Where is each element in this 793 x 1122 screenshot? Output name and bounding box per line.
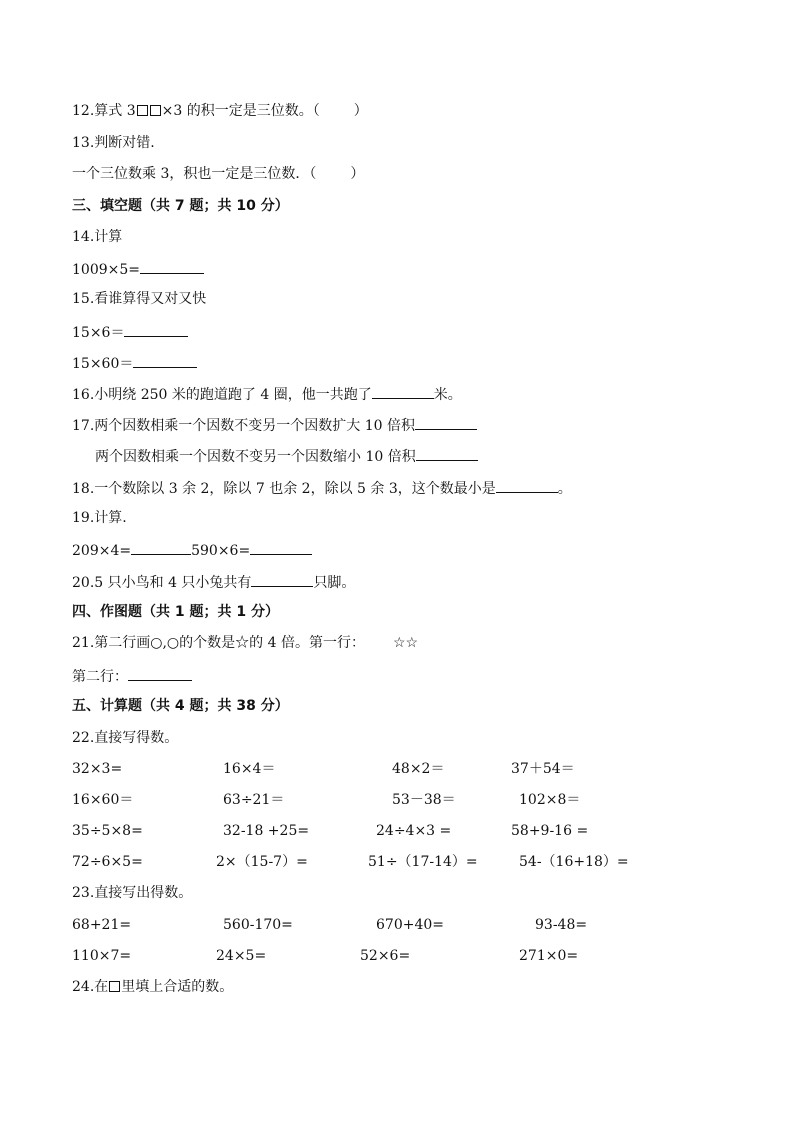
- q24-suffix: 里填上合适的数。: [121, 979, 234, 995]
- question-15-title: 15.看谁算得又对又快: [72, 291, 207, 307]
- question-15-a: [72, 322, 188, 342]
- box-icon: [150, 105, 161, 116]
- question-21-line2: [72, 666, 192, 686]
- answer-blank[interactable]: [372, 384, 434, 399]
- q23-item: 670+40=: [376, 917, 444, 933]
- q18-end: 。: [557, 481, 572, 497]
- section-5-heading: 五、计算题（共 4 题；共 38 分）: [72, 698, 289, 714]
- question-12: [72, 102, 368, 120]
- box-icon: [137, 105, 148, 116]
- q22-item: 35÷5×8=: [72, 823, 143, 839]
- q12-suffix: ×3 的积一定是三位数。（: [161, 103, 320, 119]
- q22-item: 16×4＝: [223, 761, 276, 777]
- q23-item: 110×7=: [72, 948, 132, 964]
- q23-item: 68+21=: [72, 917, 132, 933]
- q13-close: ）: [350, 166, 365, 182]
- q12-prefix: 12.算式 3: [72, 103, 136, 119]
- question-13-title: 13.判断对错.: [72, 135, 155, 151]
- section-4-heading: 四、作图题（共 1 题；共 1 分）: [72, 604, 279, 620]
- question-16: [72, 384, 462, 404]
- answer-blank[interactable]: [416, 446, 478, 461]
- q19-expr1: 209×4=: [72, 543, 132, 559]
- q15-expr1: 15×6＝: [72, 325, 125, 341]
- q23-item: 52×6=: [360, 948, 411, 964]
- question-14-title: 14.计算: [72, 229, 123, 245]
- question-20: [72, 572, 355, 592]
- answer-blank[interactable]: [133, 353, 197, 368]
- q18-text: 18.一个数除以 3 余 2，除以 7 也余 2，除以 5 余 3，这个数最小是: [72, 481, 496, 497]
- question-17-b: [95, 446, 478, 466]
- answer-blank[interactable]: [250, 540, 312, 555]
- q12-close: ）: [353, 103, 368, 119]
- answer-blank[interactable]: [496, 478, 558, 493]
- q22-item: 16×60＝: [72, 792, 134, 808]
- q16-text: 16.小明绕 250 米的跑道跑了 4 圈，他一共跑了: [72, 387, 372, 403]
- q17-line1: 17.两个因数相乘一个因数不变另一个因数扩大 10 倍积: [72, 418, 415, 434]
- answer-blank[interactable]: [128, 666, 192, 681]
- question-17-a: [72, 415, 477, 435]
- question-14: [72, 259, 204, 279]
- box-icon: [109, 981, 120, 992]
- q21-line2: 第二行：: [72, 669, 128, 685]
- q22-item: 32-18 +25=: [223, 823, 310, 839]
- q23-item: 560-170=: [223, 917, 293, 933]
- q22-item: 72÷6×5=: [72, 854, 143, 870]
- question-15-b: [72, 353, 197, 373]
- q17-line2: 两个因数相乘一个因数不变另一个因数缩小 10 倍积: [95, 449, 416, 465]
- q23-item: 271×0=: [519, 948, 579, 964]
- q20-text: 20.5 只小鸟和 4 只小兔共有: [72, 575, 252, 591]
- answer-blank[interactable]: [124, 322, 188, 337]
- question-24: [72, 978, 233, 996]
- q23-item: 24×5=: [216, 948, 267, 964]
- q22-item: 63÷21＝: [223, 792, 285, 808]
- q22-item: 2×（15-7）=: [216, 854, 308, 870]
- q21-text: 21.第二行画○,○的个数是☆的 4 倍。第一行：: [72, 635, 365, 651]
- question-19-title: 19.计算.: [72, 510, 127, 526]
- q22-item: 37＋54＝: [511, 761, 575, 777]
- q22-item: 48×2＝: [392, 761, 445, 777]
- q19-expr2: 590×6=: [191, 543, 251, 559]
- question-18: [72, 478, 572, 498]
- q22-item: 102×8＝: [519, 792, 581, 808]
- q20-unit: 只脚。: [313, 575, 356, 591]
- answer-blank[interactable]: [140, 259, 204, 274]
- question-19: [72, 540, 312, 560]
- q22-item: 24÷4×3 =: [376, 823, 452, 839]
- q24-prefix: 24.在: [72, 979, 109, 995]
- q22-item: 51÷（17-14）=: [368, 854, 478, 870]
- answer-blank[interactable]: [251, 572, 313, 587]
- q22-item: 58+9-16 =: [511, 823, 589, 839]
- q22-item: 32×3=: [72, 761, 123, 777]
- answer-blank[interactable]: [415, 415, 477, 430]
- q23-item: 93-48=: [535, 917, 588, 933]
- q22-item: 53－38＝: [392, 792, 456, 808]
- q22-item: 54-（16+18）=: [519, 854, 629, 870]
- question-13: [72, 165, 364, 183]
- q13-text: 一个三位数乘 3，积也一定是三位数．（: [72, 166, 317, 182]
- question-21: [72, 634, 418, 652]
- q15-expr2: 15×60＝: [72, 356, 134, 372]
- star-icons: ☆☆: [392, 635, 419, 651]
- answer-blank[interactable]: [131, 540, 191, 555]
- question-23-title: 23.直接写出得数。: [72, 885, 193, 901]
- q16-unit: 米。: [433, 387, 462, 403]
- section-3-heading: 三、填空题（共 7 题；共 10 分）: [72, 198, 289, 214]
- q14-expr: 1009×5=: [72, 262, 140, 278]
- question-22-title: 22.直接写得数。: [72, 730, 179, 746]
